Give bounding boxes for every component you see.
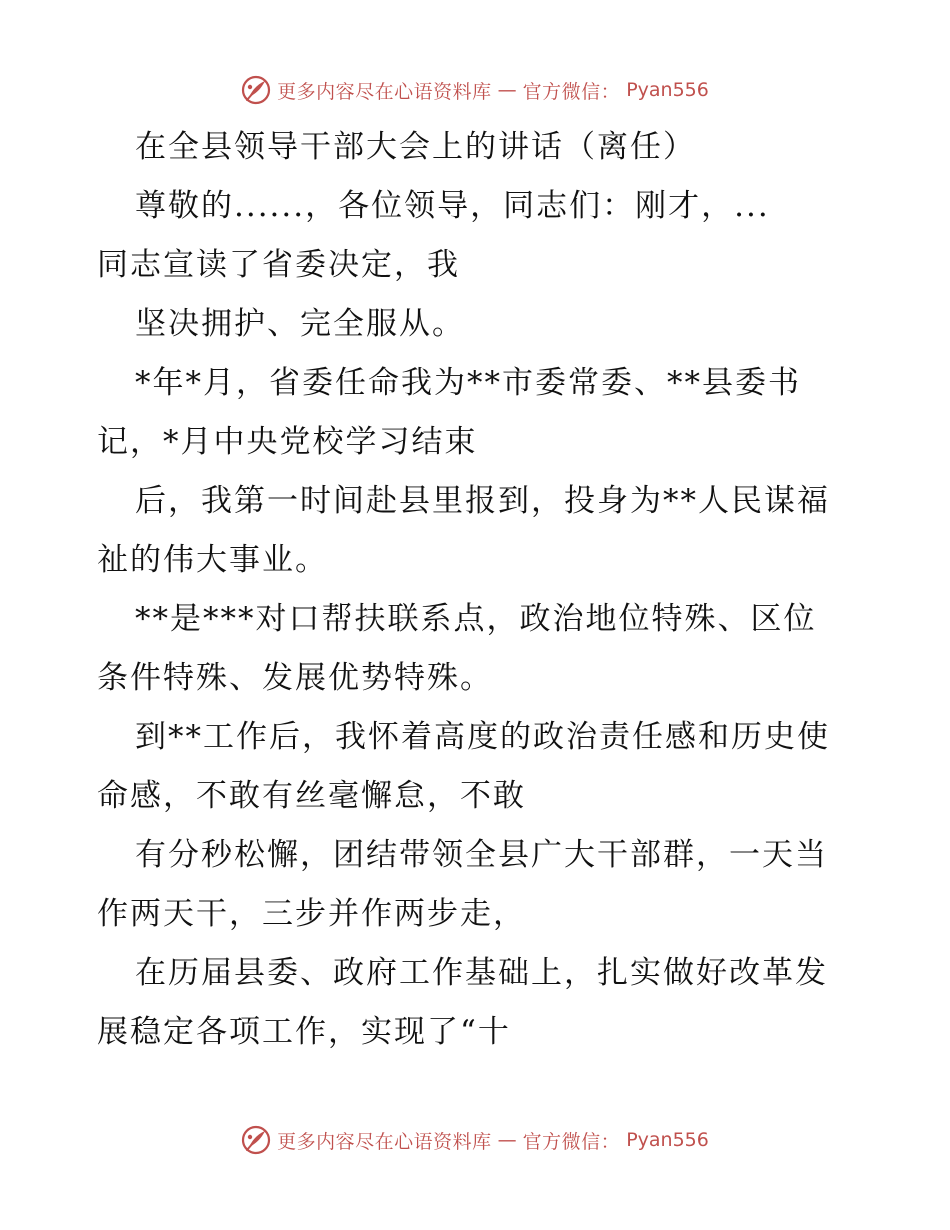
document-body bbox=[97, 118, 857, 1062]
text-line: **是***对口帮扶联系点，政治地位特殊、区位 bbox=[135, 601, 817, 637]
text-line: 后，我第一时间赴县里报到，投身为**人民谋福 bbox=[135, 483, 830, 519]
header-watermark bbox=[0, 70, 950, 110]
feather-quill-icon bbox=[241, 1125, 271, 1155]
watermark-label: 官方微信： bbox=[522, 80, 621, 103]
watermark-label: 官方微信： bbox=[522, 1130, 621, 1153]
text-line: 同志宣读了省委决定，我 bbox=[97, 247, 460, 283]
text-line: 坚决拥护、完全服从。 bbox=[135, 306, 465, 342]
watermark-handle: Pyan556 bbox=[626, 79, 709, 101]
text-line: 作两天干，三步并作两步走， bbox=[97, 896, 526, 932]
feather-quill-icon bbox=[241, 75, 271, 105]
text-line: 条件特殊、发展优势特殊。 bbox=[97, 660, 493, 696]
watermark-handle: Pyan556 bbox=[626, 1129, 709, 1151]
text-line: *年*月，省委任命我为**市委常委、**县委书 bbox=[135, 365, 801, 401]
text-line: 命感，不敢有丝毫懈怠，不敢 bbox=[97, 778, 526, 814]
text-line: 祉的伟大事业。 bbox=[97, 542, 328, 578]
text-line: 在历届县委、政府工作基础上，扎实做好改革发 bbox=[135, 955, 828, 991]
text-line: 展稳定各项工作，实现了“十 bbox=[97, 1014, 511, 1050]
watermark-separator: — bbox=[497, 79, 517, 101]
text-line: 尊敬的......，各位领导，同志们：刚才，... bbox=[135, 188, 770, 224]
text-line: 到**工作后，我怀着高度的政治责任感和历史使 bbox=[135, 719, 830, 755]
text-line: 有分秒松懈，团结带领全县广大干部群，一天当 bbox=[135, 837, 828, 873]
watermark-separator: — bbox=[497, 1129, 517, 1151]
watermark-text: 更多内容尽在心语资料库 bbox=[277, 80, 492, 103]
text-line: 记，*月中央党校学习结束 bbox=[97, 424, 478, 460]
footer-watermark bbox=[0, 1120, 950, 1160]
text-line: 在全县领导干部大会上的讲话（离任） bbox=[135, 129, 696, 165]
watermark-text: 更多内容尽在心语资料库 bbox=[277, 1130, 492, 1153]
